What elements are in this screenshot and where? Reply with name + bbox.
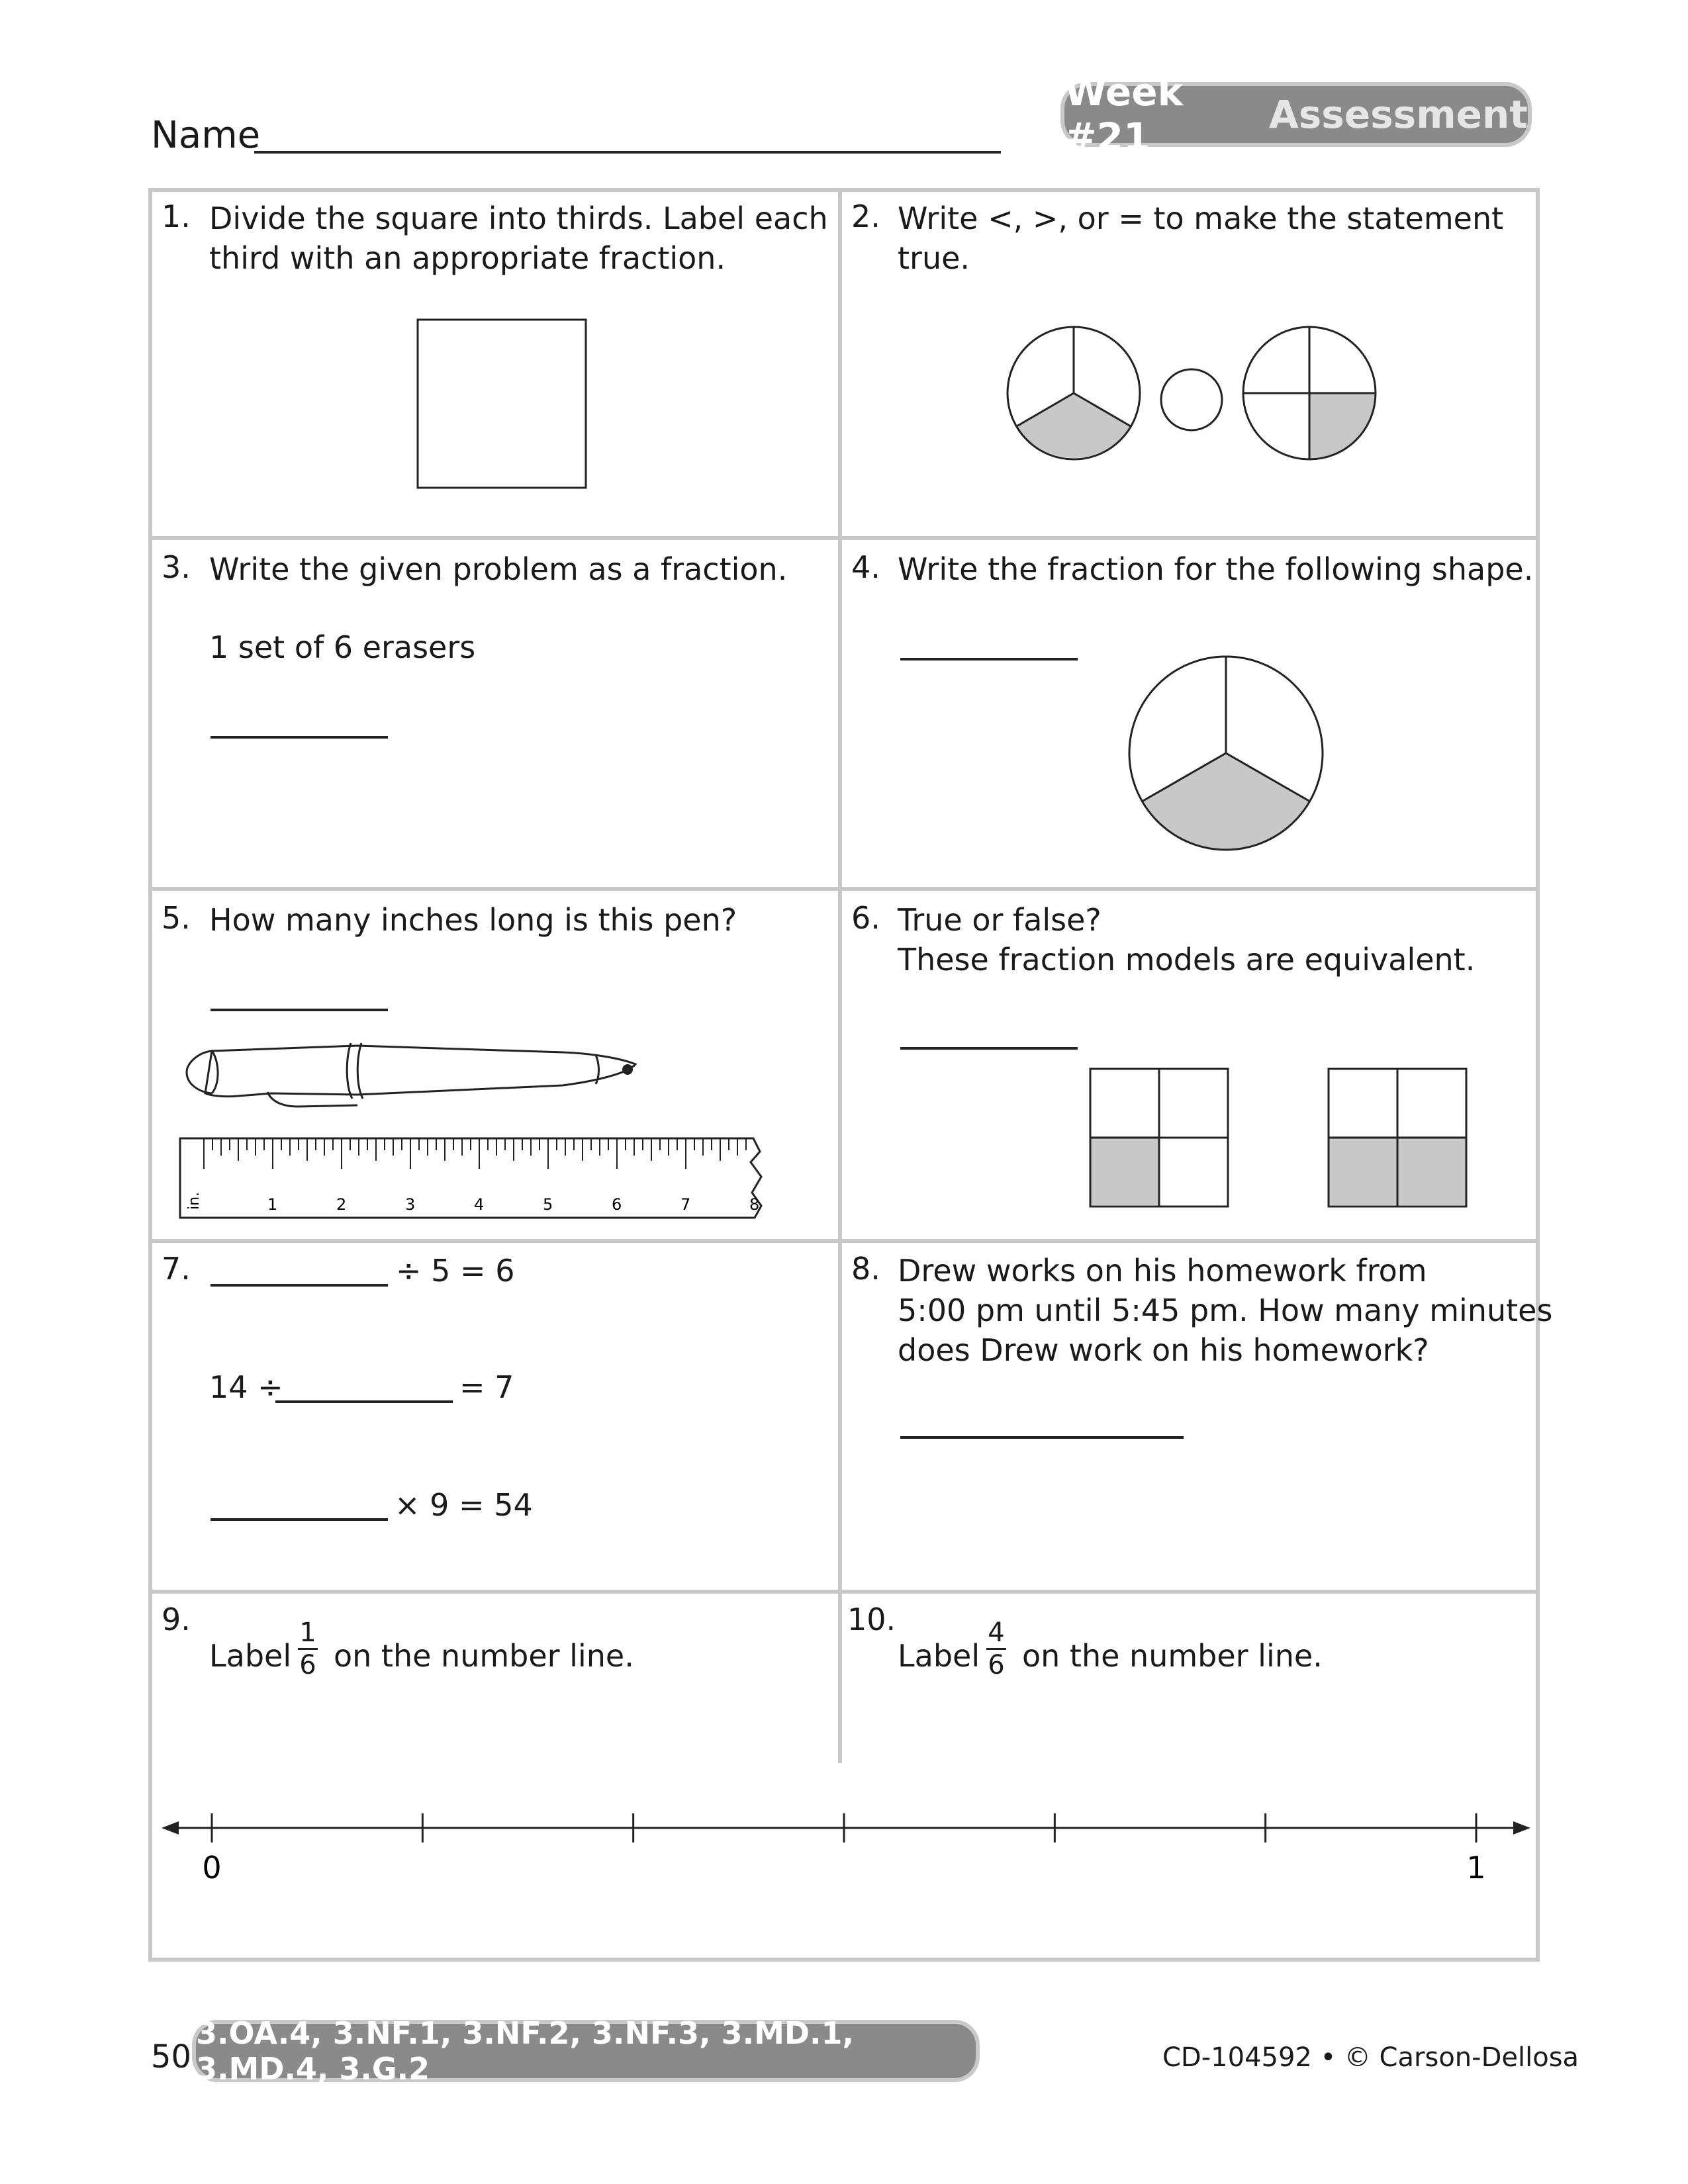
grid-divider	[838, 188, 842, 1763]
number-line-end: 1	[1466, 1850, 1486, 1886]
ruler-tick-label: 6	[612, 1195, 622, 1214]
fraction-model-b	[1327, 1067, 1472, 1212]
ruler-unit: in.	[186, 1191, 203, 1210]
question-text: on the number line.	[1022, 1638, 1323, 1674]
ruler-tick-label: 8	[749, 1195, 760, 1214]
question-subtext: 1 set of 6 erasers	[209, 629, 476, 665]
question-number: 4.	[851, 549, 880, 585]
answer-blank[interactable]	[275, 1400, 453, 1403]
quarters-circle	[1243, 327, 1376, 459]
question-number: 10.	[847, 1602, 896, 1637]
fraction-model-a	[1088, 1067, 1234, 1212]
answer-blank[interactable]	[900, 1047, 1078, 1050]
question-text: How many inches long is this pen?	[209, 902, 737, 938]
grid-divider	[148, 1590, 1540, 1594]
question-number: 7.	[162, 1251, 191, 1287]
answer-blank[interactable]	[211, 1009, 388, 1011]
fraction-denominator: 6	[299, 1650, 316, 1680]
number-line	[159, 1800, 1536, 1893]
question-number: 8.	[851, 1251, 880, 1287]
grid-divider	[148, 536, 1540, 540]
question-text: Drew works on his homework from 5:00 pm until 5:45 pm. How many minutes does Drew work on his homework?	[898, 1253, 1553, 1368]
question-text: Divide the square into thirds. Label each third with an appropriate fraction.	[209, 201, 828, 276]
fraction-denominator: 6	[988, 1650, 1005, 1680]
number-line-start: 0	[202, 1850, 222, 1886]
arrow-left-icon	[162, 1821, 179, 1835]
ruler-tick-label: 4	[474, 1195, 485, 1214]
ruler	[177, 1136, 767, 1222]
copyright: CD-104592 • © Carson-Dellosa	[1162, 2042, 1579, 2073]
question-text: Write <, >, or = to make the statement true.	[898, 201, 1504, 276]
answer-blank[interactable]	[211, 1518, 388, 1521]
answer-blank[interactable]	[211, 1284, 388, 1287]
comparison-answer-circle[interactable]	[1161, 369, 1222, 430]
question-number: 3.	[162, 549, 191, 585]
page-number: 50	[151, 2038, 192, 2075]
ruler-tick-label: 1	[267, 1195, 278, 1214]
answer-blank[interactable]	[211, 736, 388, 739]
answer-blank[interactable]	[900, 1436, 1184, 1439]
question-number: 2.	[851, 199, 880, 234]
ruler-tick-label: 7	[680, 1195, 691, 1214]
square-shape[interactable]	[416, 318, 589, 491]
arrow-right-icon	[1513, 1821, 1530, 1835]
grid-divider	[148, 887, 1540, 891]
question-text: Write the fraction for the following shape.	[898, 551, 1534, 587]
equation-part: ÷ 5 = 6	[396, 1253, 515, 1289]
equation-part: × 9 = 54	[395, 1487, 533, 1523]
thirds-circle-large	[1123, 650, 1329, 856]
equation-part: 14 ÷	[209, 1369, 283, 1405]
question-text: on the number line.	[334, 1638, 634, 1674]
ruler-tick-label: 2	[336, 1195, 347, 1214]
fraction-numerator: 4	[988, 1617, 1005, 1648]
question-label: Label	[898, 1638, 980, 1674]
comparison-circles	[1006, 324, 1377, 470]
fraction-one-sixth	[298, 1617, 318, 1680]
question-number: 5.	[162, 900, 191, 936]
question-text: True or false? These fraction models are equivalent.	[898, 902, 1476, 978]
answer-blank[interactable]	[900, 658, 1078, 660]
equation-part: = 7	[459, 1369, 514, 1405]
fraction-numerator: 1	[299, 1617, 316, 1648]
assessment-label: Assessment	[1268, 92, 1528, 137]
pen-icon	[172, 1019, 768, 1125]
grid-divider	[148, 1239, 1540, 1243]
ruler-tick-label: 3	[405, 1195, 416, 1214]
week-badge	[1060, 69, 1532, 159]
question-number: 1.	[162, 199, 191, 234]
fraction-four-sixths	[986, 1617, 1006, 1680]
name-field[interactable]	[254, 151, 1001, 154]
ruler-tick-label: 5	[543, 1195, 553, 1214]
thirds-circle	[1008, 327, 1140, 459]
question-text: Write the given problem as a fraction.	[209, 551, 788, 587]
question-label: Label	[209, 1638, 292, 1674]
standards-badge: 3.OA.4, 3.NF.1, 3.NF.2, 3.NF.3, 3.MD.1, 3.MD.4, 3.G.2	[192, 2020, 980, 2082]
name-label: Name	[151, 114, 261, 157]
question-number: 9.	[162, 1602, 191, 1637]
question-number: 6.	[851, 900, 880, 936]
week-label: Week #21	[1064, 69, 1184, 159]
